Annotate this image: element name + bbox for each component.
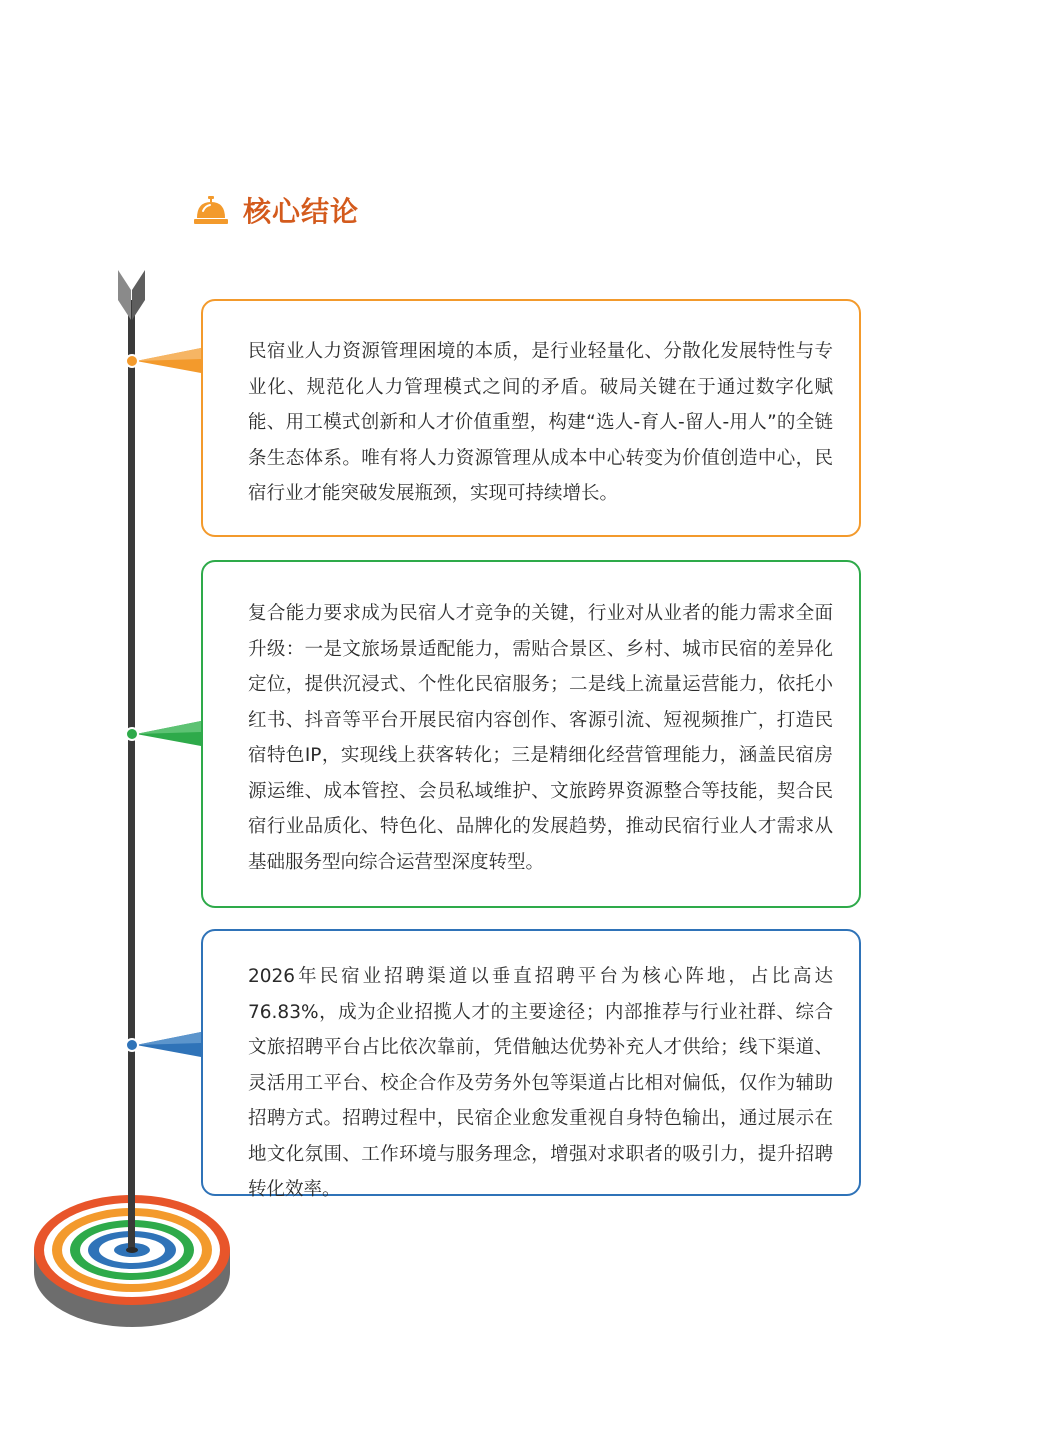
pointer-orange bbox=[126, 348, 201, 373]
pointer-green bbox=[126, 721, 201, 746]
conclusion-card-1 bbox=[201, 299, 861, 537]
conclusion-text-2: 复合能力要求成为民宿人才竞争的关键，行业对从业者的能力需求全面升级：一是文旅场景适配能力，需贴合景区、乡村、城市民宿的差异化定位，提供沉浸式、个性化民宿服务；二是线上流量运营能力，依托小红书、抖音等平台开展民宿内容创作、客源引流、短视频推广，打造民宿特色IP，实现线上获客转化；三是精细化经营管理能力，涵盖民宿房源运维、成本管控、会员私域维护、文旅跨界资源整合等技能，契合民宿行业品质化、特色化、品牌化的发展趋势，推动民宿行业人才需求从基础服务型向综合运营型深度转型。 bbox=[248, 603, 833, 873]
conclusion-text-1: 民宿业人力资源管理困境的本质，是行业轻量化、分散化发展特性与专业化、规范化人力管理模式之间的矛盾。破局关键在于通过数字化赋能、用工模式创新和人才价值重塑，构建“选人-育人-留人-用人”的全链条生态体系。唯有将人力资源管理从成本中心转变为价值创造中心，民宿行业才能突破发展瓶颈，实现可持续增长。 bbox=[248, 341, 833, 504]
pointer-blue bbox=[126, 1032, 201, 1057]
arrow-icon bbox=[118, 270, 145, 1253]
conclusion-text-3: 2026年民宿业招聘渠道以垂直招聘平台为核心阵地，占比高达76.83%，成为企业招揽人才的主要途径；内部推荐与行业社群、综合文旅招聘平台占比依次靠前，凭借触达优势补充人才供给；线下渠道、灵活用工平台、校企合作及劳务外包等渠道占比相对偏低，仅作为辅助招聘方式。招聘过程中，民宿企业愈发重视自身特色输出，通过展示在地文化氛围、工作环境与服务理念，增强对求职者的吸引力，提升招聘转化效率。 bbox=[248, 966, 833, 1200]
conclusion-card-2 bbox=[201, 560, 861, 908]
page-title: 核心结论 bbox=[243, 195, 360, 228]
service-bell-icon bbox=[193, 194, 229, 226]
section-header bbox=[193, 190, 359, 230]
conclusion-card-3 bbox=[201, 929, 861, 1200]
